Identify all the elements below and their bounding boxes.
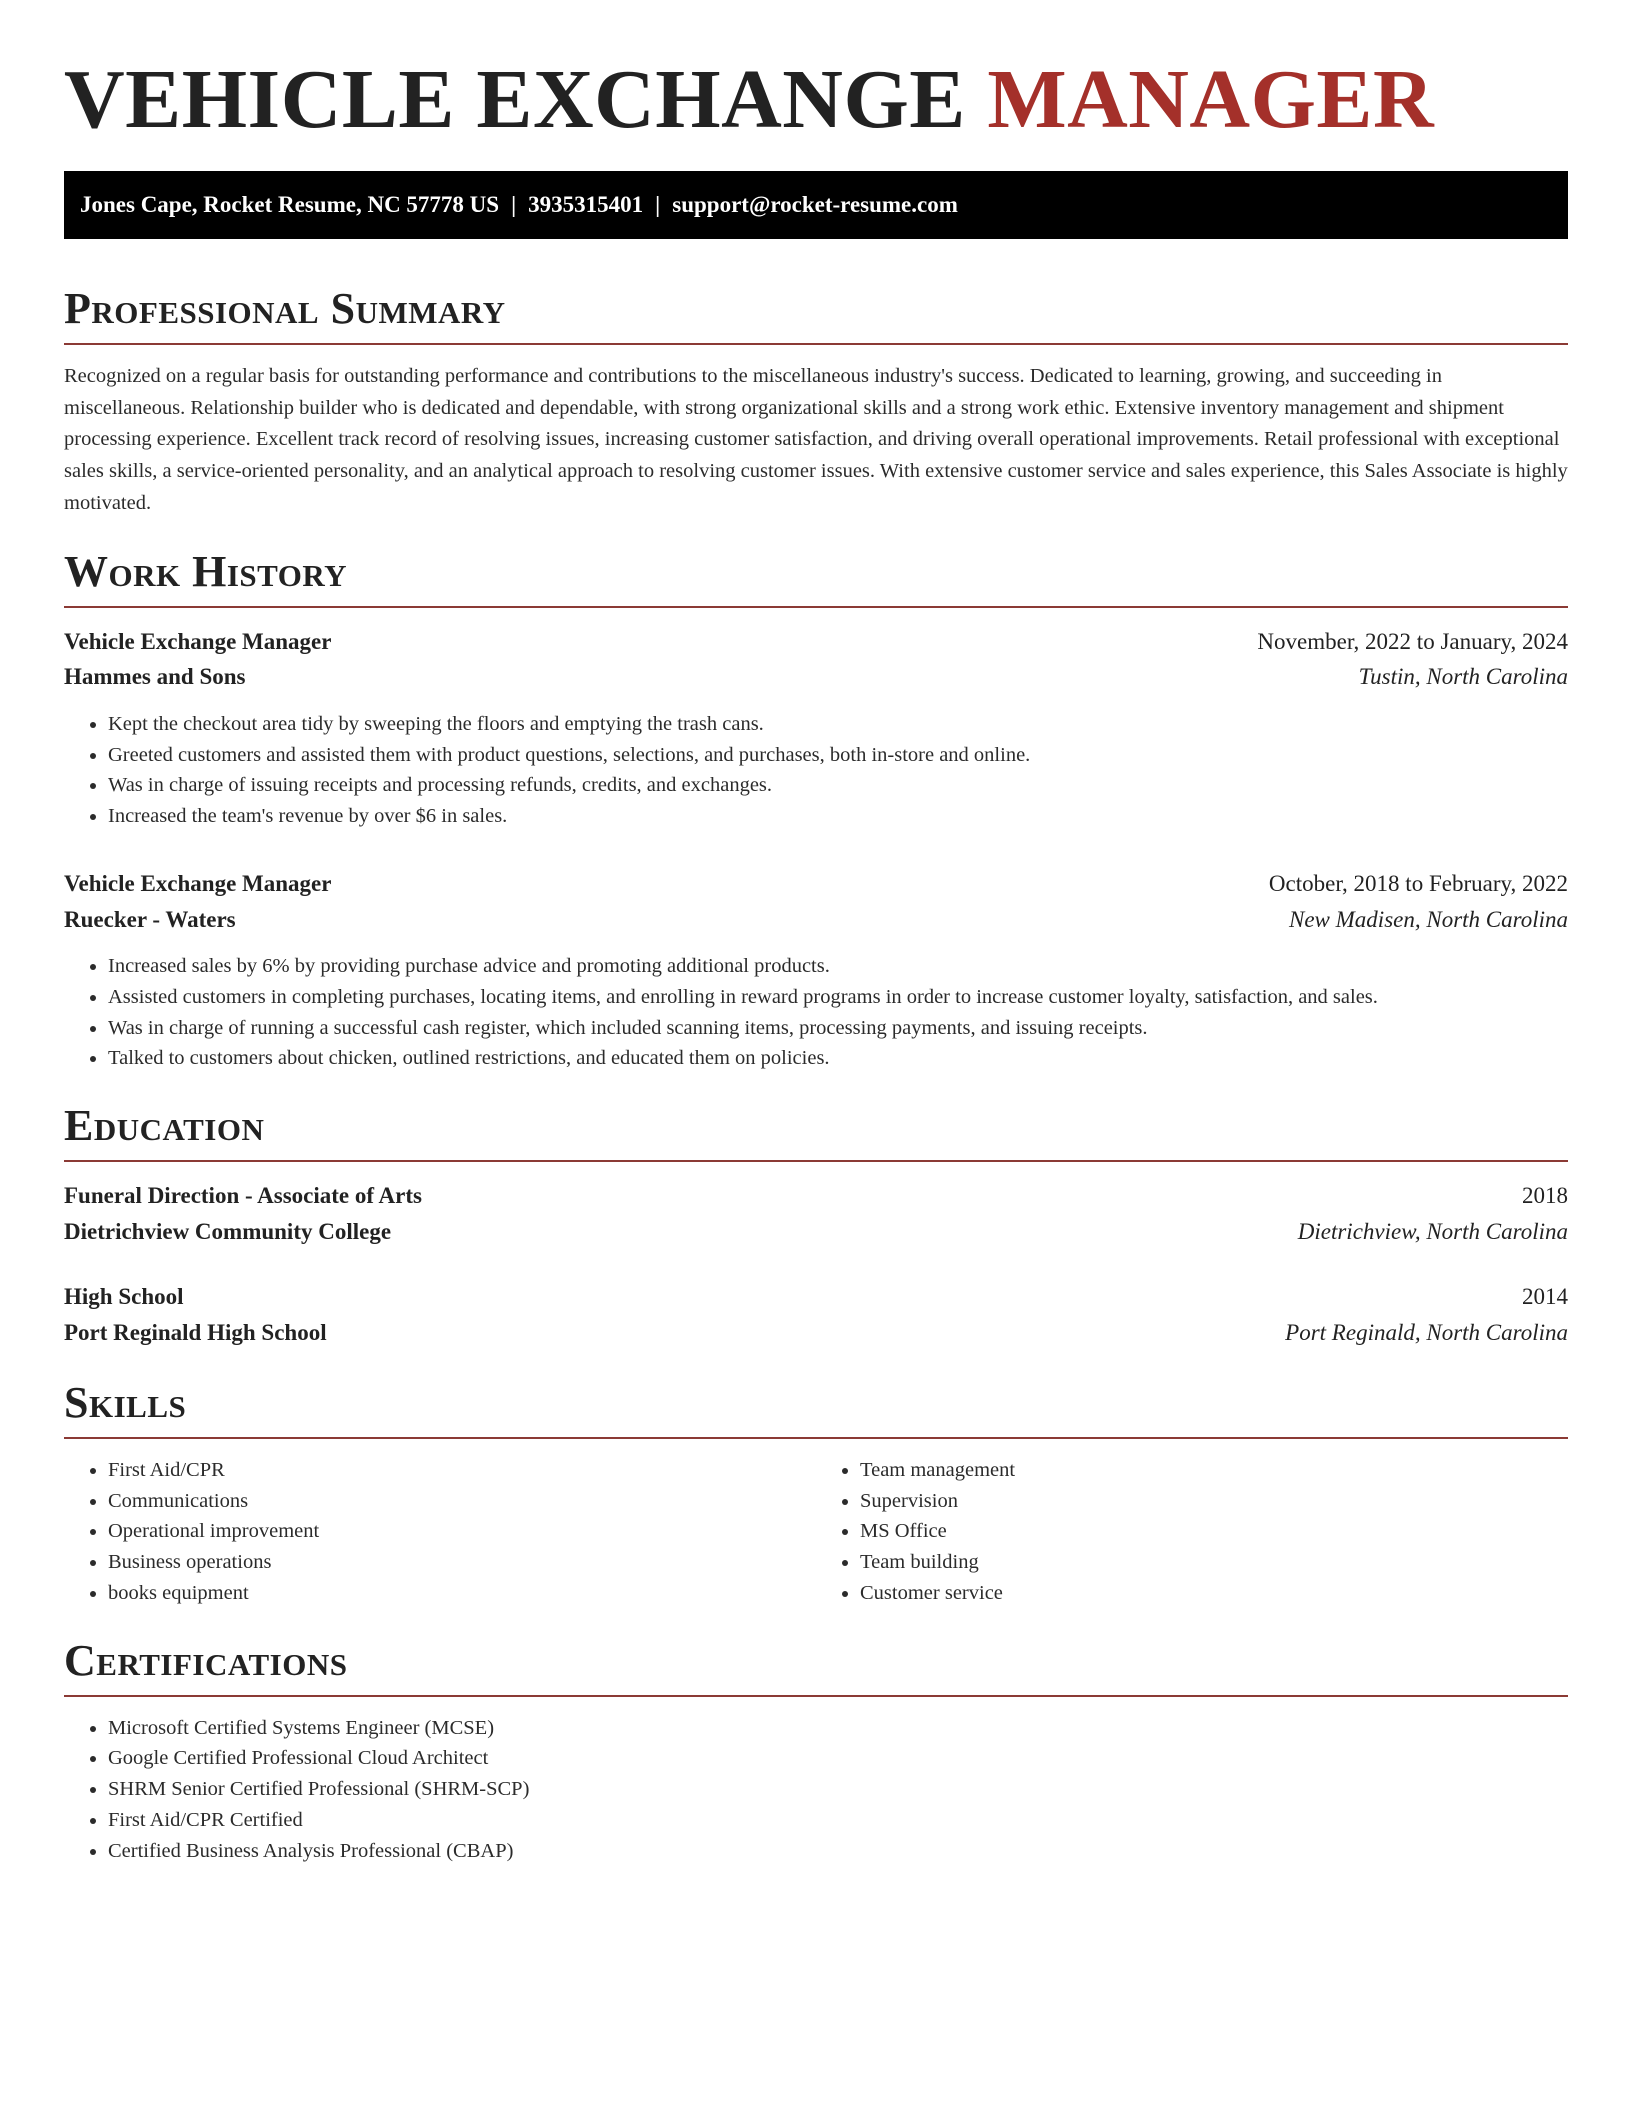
title-main: VEHICLE EXCHANGE <box>64 53 966 146</box>
certifications-section <box>64 1635 1568 1867</box>
contact-email[interactable]: support@rocket-resume.com <box>672 191 958 217</box>
contact-bar <box>64 171 1568 239</box>
section-title-work-history: Work History <box>64 550 1568 608</box>
job-bullet: • Assisted customers in completing purchases, locating items, and enrolling in reward programs in order to increase customer loyalty, satisfaction, and sales. <box>108 982 1568 1013</box>
contact-separator: | <box>655 191 661 217</box>
skill-item: • Supervision <box>860 1486 1568 1517</box>
job-location: Tustin, North Carolina <box>1358 664 1568 690</box>
job-bullet: • Was in charge of issuing receipts and processing refunds, credits, and exchanges. <box>108 770 1568 801</box>
summary-section <box>64 283 1568 520</box>
education-entry <box>64 1279 1568 1350</box>
skill-item: • Customer service <box>860 1578 1568 1609</box>
skill-item: • First Aid/CPR <box>108 1455 816 1486</box>
education-degree: Funeral Direction - Associate of Arts <box>64 1183 422 1209</box>
education-header-row <box>64 1178 1568 1214</box>
resume-title <box>64 50 1568 151</box>
job-company: Ruecker - Waters <box>64 906 236 932</box>
education-entry <box>64 1178 1568 1249</box>
certifications-list <box>64 1713 1568 1867</box>
skill-item: • MS Office <box>860 1516 1568 1547</box>
education-school-row <box>64 1214 1568 1250</box>
job-dates: November, 2022 to January, 2024 <box>1257 628 1568 654</box>
education-school-row <box>64 1315 1568 1351</box>
education-school: Port Reginald High School <box>64 1320 327 1346</box>
summary-text: Recognized on a regular basis for outstanding performance and contributions to the miscellaneous industry's success. Dedicated to learning, growing, and succeeding in miscellaneous. Relationship builder who is dedicated and dependable, with strong organizational skills and a strong work ethic. Extensive inventory management and shipment processing experience. Excellent track record of resolving issues, increasing customer satisfaction, and driving overall operational improvements. Retail professional with exceptional sales skills, a service-oriented personality, and an analytical approach to resolving customer issues. With extensive customer service and sales experience, this Sales Associate is highly motivated. <box>64 364 1568 514</box>
certification-item: • Certified Business Analysis Professional (CBAP) <box>108 1836 1568 1867</box>
contact-phone: 3935315401 <box>528 191 644 217</box>
certification-item: • SHRM Senior Certified Professional (SHRM-SCP) <box>108 1774 1568 1805</box>
job-company: Hammes and Sons <box>64 664 246 690</box>
section-title-skills: Skills <box>64 1381 1568 1439</box>
job-bullet: • Was in charge of running a successful cash register, which included scanning items, processing payments, and issuing receipts. <box>108 1013 1568 1044</box>
job-role: Vehicle Exchange Manager <box>64 870 332 896</box>
job-bullet: • Increased sales by 6% by providing purchase advice and promoting additional products. <box>108 951 1568 982</box>
job-bullet: • Kept the checkout area tidy by sweeping the floors and emptying the trash cans. <box>108 709 1568 740</box>
job-header-row <box>64 624 1568 660</box>
job-entry <box>64 624 1568 832</box>
section-title-education: Education <box>64 1104 1568 1162</box>
section-title-certifications: Certifications <box>64 1639 1568 1697</box>
section-title-summary: Professional Summary <box>64 287 1568 345</box>
skills-list-right <box>816 1455 1568 1609</box>
skill-item: • Team building <box>860 1547 1568 1578</box>
skills-section <box>64 1377 1568 1609</box>
skill-item: • Communications <box>108 1486 816 1517</box>
contact-separator: | <box>511 191 517 217</box>
job-bullets <box>64 709 1568 832</box>
job-bullet: • Increased the team's revenue by over $6 in sales. <box>108 801 1568 832</box>
education-header-row <box>64 1279 1568 1315</box>
skill-item: • Business operations <box>108 1547 816 1578</box>
job-bullet: • Greeted customers and assisted them with product questions, selections, and purchases, both in-store and online. <box>108 740 1568 771</box>
skill-item: • Team management <box>860 1455 1568 1486</box>
job-bullet: • Talked to customers about chicken, outlined restrictions, and educated them on policies. <box>108 1043 1568 1074</box>
education-location: Port Reginald, North Carolina <box>1285 1320 1568 1346</box>
education-year: 2014 <box>1522 1284 1568 1310</box>
education-year: 2018 <box>1522 1183 1568 1209</box>
certification-item: • Google Certified Professional Cloud Architect <box>108 1743 1568 1774</box>
education-section <box>64 1101 1568 1351</box>
education-school: Dietrichview Community College <box>64 1218 392 1244</box>
education-degree: High School <box>64 1284 184 1310</box>
work-history-section <box>64 546 1568 1075</box>
skill-item: • books equipment <box>108 1578 816 1609</box>
skills-grid <box>64 1455 1568 1609</box>
job-company-row <box>64 902 1568 938</box>
skills-list-left <box>64 1455 816 1609</box>
job-bullets <box>64 951 1568 1074</box>
job-role: Vehicle Exchange Manager <box>64 628 332 654</box>
job-entry <box>64 866 1568 1074</box>
job-dates: October, 2018 to February, 2022 <box>1268 870 1568 896</box>
job-location: New Madisen, North Carolina <box>1289 906 1568 932</box>
certification-item: • Microsoft Certified Systems Engineer (MCSE) <box>108 1713 1568 1744</box>
certification-item: • First Aid/CPR Certified <box>108 1805 1568 1836</box>
title-accent: MANAGER <box>987 53 1435 146</box>
education-location: Dietrichview, North Carolina <box>1297 1218 1568 1244</box>
job-company-row <box>64 659 1568 695</box>
job-header-row <box>64 866 1568 902</box>
skill-item: • Operational improvement <box>108 1516 816 1547</box>
contact-address: Jones Cape, Rocket Resume, NC 57778 US <box>80 191 500 217</box>
